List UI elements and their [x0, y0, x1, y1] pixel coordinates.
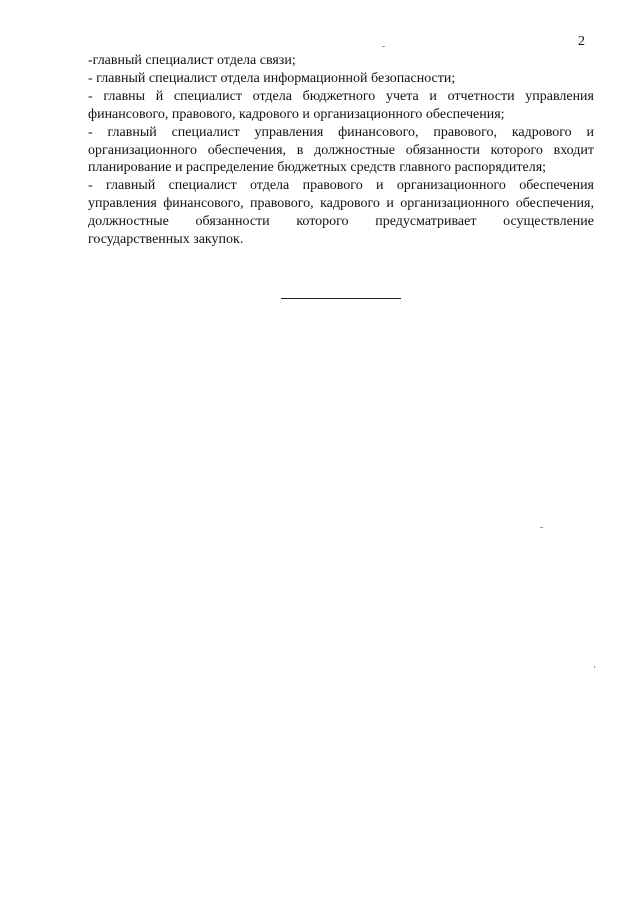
document-body	[88, 52, 594, 249]
list-item: - главный специалист отдела правового и организационного обеспечения управления финансового, правового, кадрового и организационного обеспечения, должностные обязанности которого предусматривает осуществление государственных закупок.	[88, 178, 594, 248]
list-item: - главный специалист управления финансового, правового, кадрового и организационного обеспечения, в должностные обязанности которого входит планирование и распределение бюджетных средств главного распорядителя;	[88, 124, 594, 176]
scan-speck	[594, 666, 595, 668]
end-divider	[281, 298, 401, 299]
scan-speck	[382, 46, 385, 47]
list-item: - главный специалист отдела информационной безопасности;	[88, 70, 456, 86]
list-item: -главный специалист отдела связи;	[88, 53, 296, 68]
scan-speck	[540, 527, 543, 528]
page-number: 2	[578, 34, 585, 49]
list-item: - главны й специалист отдела бюджетного учета и отчетности управления финансового, правового, кадрового и организационного обеспечения;	[88, 88, 594, 122]
